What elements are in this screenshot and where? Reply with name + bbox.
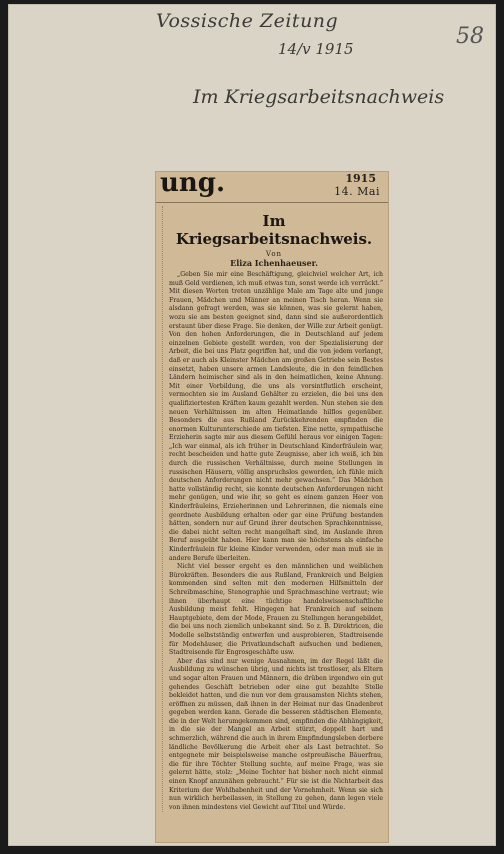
masthead-year: 1915 [345,172,376,185]
article-paragraph: Nicht viel besser ergeht es den männlichen und weiblichen Bürokräften. Besonders die aus Rußland, Frankreich und Belgien kommenden sind selten mit den modernen Hilfsmitteln der Schreibmaschine, Stenographie und Sprachmaschine vertraut; wie ihnen überhaupt eine tüchtige handelswissenschaftliche Ausbildung meist fehlt. Hingegen hat Frankreich auf seinem Hauptgebiete, dem der Mode, Frauen zu Stellungen herangebildet, die bei uns noch ziemlich unbekannt sind. So z. B. Direktricen, die Modelle selbstständig entwerfen und ausprobieren, Stadtreisende für Modehäuser, die Privatkundschaft aufsuchen und bedienen, Stadtreisende für Engrosgeschäfte usw. [169,563,383,657]
article [162,206,385,812]
handwritten-date: 14/v 1915 [278,40,354,58]
byline-von: Von [265,250,283,258]
article-author: Eliza Ichenhaeuser. [230,258,318,268]
masthead-name: ung. [160,172,226,198]
article-paragraph: Aber das sind nur wenige Ausnahmen, im der Regel läßt die Ausbildung zu wünschen übrig, und nichts ist trostloser, als Eltern und sogar alten Frauen und Männern, die drüben irgendwo ein gut gehendes Geschäft betrieben oder eine gut bezahlte Stelle bekleidet hatten, und die nun vor dem grausamsten Nichts stehen, eröffnen zu müssen, daß ihnen in der Heimat nur das Gnadenbrot gegeben werden kann. Gerade die besseren städtischen Elemente, die in der Welt herumgekommen sind, empfinden die Abhängigkeit, in die sie der Mangel an Arbeit stürzt, doppelt hart und schmerzlich, während die auch in ihrem Empfindungsleben derbere ländliche Bevölkerung die Arbeit eher als Last betrachtet. So entgegnete mir beispielsweise manche ostpreußische Bäuerfrau, die für ihre Töchter Stellung suchte, auf meine Frage, was sie gelernt hätte, stolz: „Meine Tochter hat bisher noch nicht einmal einen Knopf anzunähen gebraucht.“ Für sie ist die Nichtarbeit das Kriterium der Wohlhabenheit und der Vornehmheit. Wenn sie sich nun wirklich herbeilassen, in Stellung zu gehen, dann legen viele von ihnen mindestens viel Gewicht auf Titel und Würde. [169,657,383,811]
masthead-date: 14. Mai [334,185,380,198]
handwritten-page-number: 58 [456,24,484,49]
archive-sheet [8,4,496,846]
clipping-masthead [156,172,388,203]
handwritten-heading: Im Kriegsarbeitsnachweis [193,86,445,108]
article-title: Im Kriegsarbeitsnachweis. [175,212,373,248]
handwritten-source-title: Vossische Zeitung [156,10,339,32]
newspaper-clipping [156,172,388,842]
article-paragraph: „Geben Sie mir eine Beschäftigung, gleichviel welcher Art, ich muß Geld verdienen, ich muß etwas tun, sonst werde ich verrückt.“ Mit diesen Worten treten unzählige Male am Tage alte und junge Frauen, Mädchen und Männer an meinen Tisch heran. Wenn sie alsdann gefragt werden, was sie können, was sie gelernt haben, wozu sie am besten geeignet sind, dann sind sie außerordentlich erstaunt über diese Frage. Sie denken, der Wille zur Arbeit genügt. Von den hohen Anforderungen, die in Deutschland auf jedem einzelnen Gebiete gestellt werden, von der Spezialisierung der Arbeit, die bei uns Platz gegriffen hat, und die von jedem verlangt, daß er auch als Kleinster Mädchen am großen Getriebe sein Bestes einsetzt, haben unsere armen Landsleute, die in den feindlichen Ländern heimischer sind als in den heimatlichen, keine Ahnung. Mit einer Vorbildung, die uns als vorsintflutlich erscheint, vermochten sie im Ausland Gehälter zu erzielen, die bei uns den qualifiziertesten Kräften kaum gezahlt werden. Nun stehen sie den neuen Verhältnissen im alten Heimatlande hilflos gegenüber. Besonders die aus Rußland Zurückkehrenden empfinden die enormen Kulturunterschiede am tiefsten. Eine nette, sympathische Erzieherin sagte mir aus diesem Gefühl heraus vor einigen Tagen: „Ich war einmal, als ich früher in Deutschland Kinderfräulein war, recht bescheiden und hatte gute Zeugnisse, aber ich weiß, ich bin durch die russischen Verhältnisse, durch meine Stellungen in russischen Häusern, völlig anspruchslos geworden, ich fühle mich deutschen Anforderungen nicht mehr gewachsen.“ Das Mädchen hatte vollständig recht, sie konnte deutschen Anforderungen nicht mehr genügen, und wie ihr, so geht es einem ganzen Heer von Kinderfräuleins, Erzieherinnen und Lehrerinnen, die niemals eine geordnete Ausbildung erhalten oder gar eine Prüfung bestanden hätten, sondern nur auf Grund ihrer deutschen Sprachkenntnisse, die dabei nicht selten recht mangelhaft sind, im Auslande ihren Beruf ausgeübt haben. Hier kann man sie höchstens als einfache Kinderfräulein für kleine Kinder verwenden, oder man muß sie in andere Berufe überleiten. [169,271,383,562]
